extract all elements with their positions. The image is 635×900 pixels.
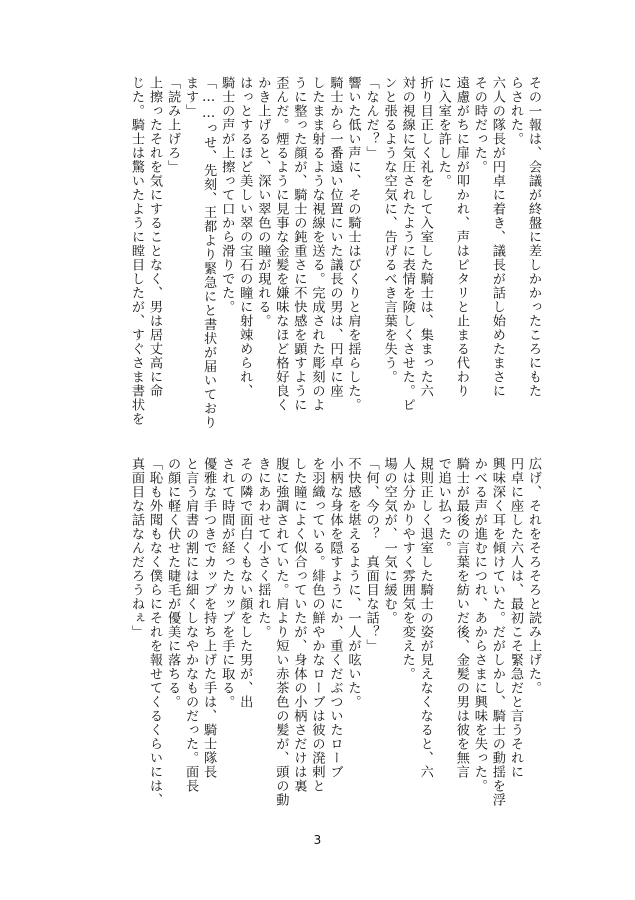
text-column: 規則正しく退室した騎士の姿が見えなくなると、六 <box>417 457 433 779</box>
text-column: はっとするほど美しい翠の宝石の瞳に射竦められ、 <box>237 76 253 398</box>
page-number: 3 <box>313 833 322 847</box>
text-column: と言う肩書の割には細くしなやかなものだった。面長 <box>183 457 199 793</box>
text-column: 人は分かりやすく雰囲気を変えた。 <box>399 457 415 681</box>
text-column: かべる声が進むにつれ、あからさまに興味を失った。 <box>471 457 487 793</box>
text-column: 「読み上げろ」 <box>165 76 181 174</box>
text-column: 場の空気が、一気に緩む。 <box>381 457 397 625</box>
text-column: 六人の隊長が円卓に着き、議長が話し始めたまさに <box>489 76 505 398</box>
text-column: 興味深く耳を傾けていた。だがしかし、騎士の動揺を浮 <box>489 457 505 807</box>
text-column: 上擦ったそれを気にすることなく、男は居丈高に命 <box>147 76 163 398</box>
text-column: 「何、今の？ 真面目な話？」 <box>363 457 379 653</box>
text-column: ます」 <box>183 76 199 118</box>
text-column: 遠慮がちに扉が叩かれ、声はピタリと止まる代わり <box>453 76 469 398</box>
text-column: 「……っせ、先刻、王都より緊急にと書状が届いており <box>201 76 217 430</box>
text-column: 円卓に座した六人は、最初こそ緊急だと言うそれに <box>507 457 523 779</box>
text-column: した瞳によく似合っていたが、身体の小柄さだけは裏 <box>291 457 307 793</box>
text-column: 対の視線に気圧されたように表情を険しくさせた。ピ <box>399 76 415 412</box>
text-column: その隣で面白くもない顔をした男が、出 <box>237 457 253 709</box>
text-column: 「なんだ？」 <box>363 76 379 160</box>
text-column: 広げ、それをそろそろと読み上げた。 <box>526 457 541 695</box>
text-column: の顔に軽く伏せた睫毛が優美に落ちる。 <box>165 457 181 709</box>
text-column: きにあわせて小さく揺れた。 <box>255 457 271 639</box>
text-column: 真面目な話なんだろうねぇ」 <box>128 457 144 639</box>
text-column: を羽織っている。緋色の鮮やかなローブは彼の溌剌と <box>309 457 325 793</box>
text-column: したまま射るような視線を送る。完成された彫刻のよ <box>309 76 325 412</box>
text-column: 小柄な身体を隠すようにか、重くだぶついたローブ <box>327 457 343 779</box>
text-block-lower <box>102 457 542 807</box>
text-column: 響いた低い声に、その騎士はびくりと肩を揺らした。 <box>345 76 361 412</box>
text-column: その時だった。 <box>471 76 487 174</box>
text-column: 腹に強調されていた。肩より短い赤茶色の髪が、頭の動 <box>273 457 289 807</box>
text-block-upper <box>102 76 542 436</box>
text-column: 歪んだ。煙るように見事な金髪を嫌味なほど格好良く <box>273 76 289 412</box>
text-column: 騎士が最後の言葉を紡いだ後、金髪の男は彼を無言 <box>453 457 469 779</box>
text-column: ンと張るような空気に、告げるべき言葉を失う。 <box>381 76 397 384</box>
text-column: 折り目正しく礼をして入室した騎士は、集まった六 <box>417 76 433 398</box>
text-column: に入室を許した。 <box>435 76 451 188</box>
text-column: 騎士から一番遠い位置にいた議長の男は、円卓に座 <box>327 76 343 398</box>
text-column: その一報は、会議が終盤に差しかかったころにもた <box>526 76 541 398</box>
text-column: じた。騎士は驚いたように瞠目したが、すぐさま書状を <box>128 76 144 426</box>
text-column: されて時間が経ったカップを手に取る。 <box>219 457 235 709</box>
text-column: かき上げると、深い翠色の瞳が現れる。 <box>255 76 271 328</box>
text-column: 不快感を堪えるように、一人が呟いた。 <box>345 457 361 709</box>
text-column: 「恥も外聞もなく僕らにそれを報せてくるくらいには、 <box>147 457 163 807</box>
text-column: 優雅な手つきでカップを持ち上げた手は、騎士隊長 <box>201 457 217 779</box>
text-column: らされた。 <box>507 76 523 146</box>
text-column: うに整った顔が、騎士の鈍重さに不快感を顕すように <box>291 76 307 412</box>
text-column: で追い払った。 <box>435 457 451 555</box>
text-column: 騎士の声が上擦って口から滑りでた。 <box>219 76 235 314</box>
